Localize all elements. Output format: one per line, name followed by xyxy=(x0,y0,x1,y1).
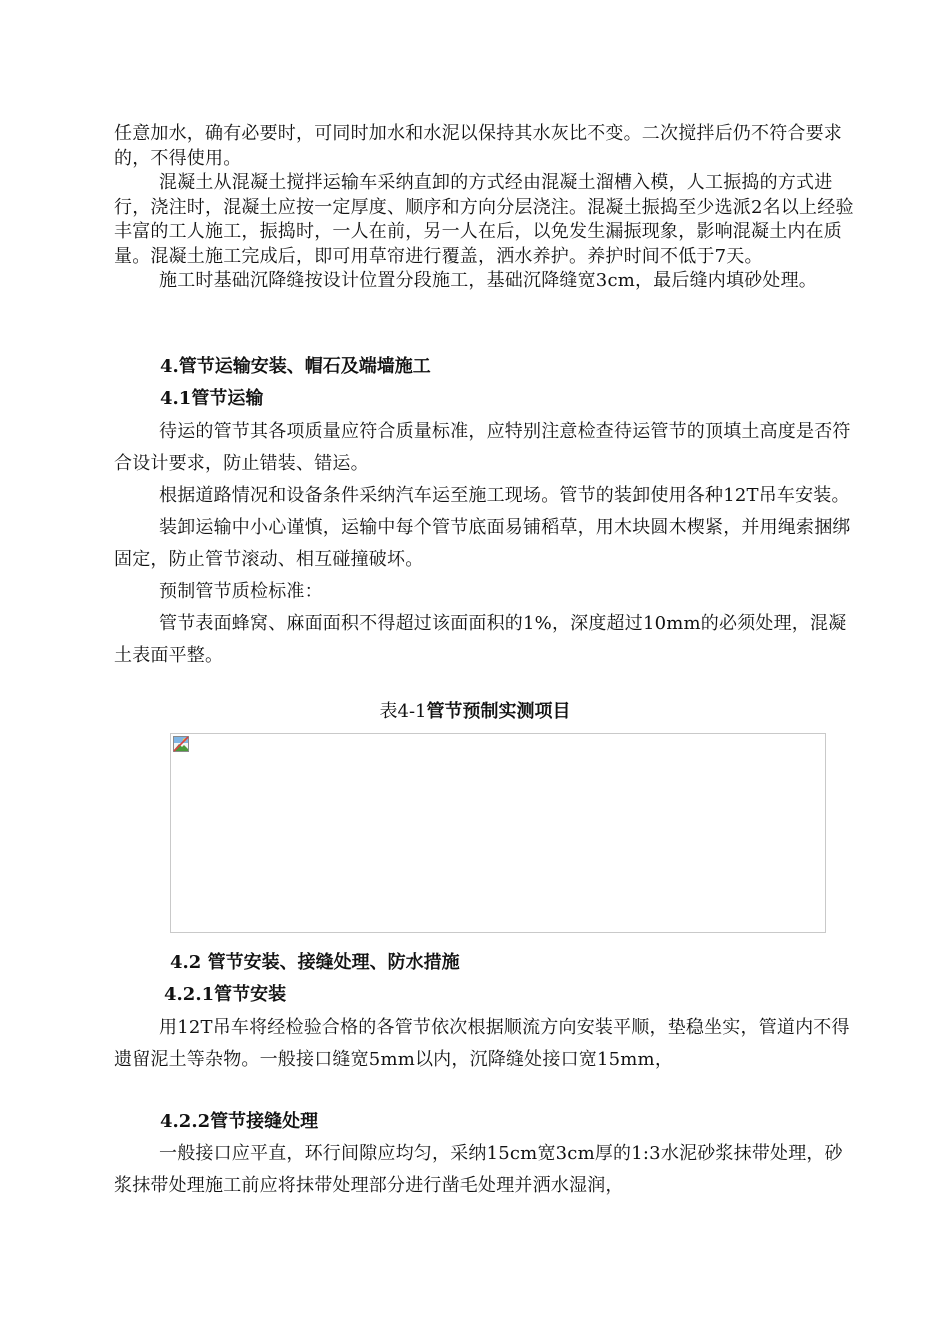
heading-section-4-2-2: 4.2.2管节接缝处理 xyxy=(160,1111,319,1132)
paragraph-handling: 装卸运输中小心谨慎，运输中每个管节底面易铺稻草，用木块圆木楔紧，并用绳索捆绑固定，防止管节滚动、相互碰撞破坏。 xyxy=(114,517,851,570)
table-caption-number: 表4-1 xyxy=(379,701,427,722)
table-caption xyxy=(0,700,950,724)
paragraph-quality-check: 待运的管节其各项质量应符合质量标准，应特别注意检查待运管节的顶填土高度是否符合设计要求，防止错装、错运。 xyxy=(114,421,851,474)
paragraph-standard-title: 预制管节质检标准： xyxy=(159,581,323,602)
heading-section-4-2-1: 4.2.1管节安装 xyxy=(164,984,287,1005)
paragraph-joint-treatment: 一般接口应平直，环行间隙应均匀，采纳15cm宽3cm厚的1:3水泥砂浆抹带处理，砂浆抹带处理施工前应将抹带处理部分进行凿毛处理并洒水湿润， xyxy=(114,1143,843,1196)
table-caption-title: 管节预制实测项目 xyxy=(426,701,571,722)
section-4-1-body xyxy=(114,416,860,672)
section-4-2-1-body xyxy=(114,1012,860,1076)
paragraph-pipe-installation: 用12T吊车将经检验合格的各管节依次根据顺流方向安装平顺，垫稳坐实，管道内不得遗留泥土等杂物。一般接口缝宽5mm以内，沉降缝处接口宽15mm， xyxy=(114,1017,850,1070)
paragraph-surface-standard: 管节表面蜂窝、麻面面积不得超过该面面积的1%，深度超过10mm的必须处理，混凝土表面平整。 xyxy=(114,613,847,666)
paragraph-settlement-joint: 施工时基础沉降缝按设计位置分段施工，基础沉降缝宽3cm，最后缝内填砂处理。 xyxy=(159,270,817,291)
table-image-placeholder xyxy=(170,733,826,933)
heading-section-4-2: 4.2 管节安装、接缝处理、防水措施 xyxy=(170,952,460,973)
broken-image-icon xyxy=(173,736,189,752)
intro-section xyxy=(114,122,860,294)
section-4-2-2-body xyxy=(114,1138,860,1202)
heading-section-4-1: 4.1管节运输 xyxy=(160,388,264,409)
heading-section-4: 4.管节运输安装、帽石及端墙施工 xyxy=(160,356,431,377)
paragraph-mixing: 任意加水，确有必要时，可同时加水和水泥以保持其水灰比不变。二次搅拌后仍不符合要求的，不得使用。 xyxy=(114,123,842,169)
paragraph-transport: 根据道路情况和设备条件采纳汽车运至施工现场。管节的装卸使用各种12T吊车安装。 xyxy=(159,485,850,506)
paragraph-pouring: 混凝土从混凝土搅拌运输车采纳直卸的方式经由混凝土溜槽入模，人工振捣的方式进行，浇注时，混凝土应按一定厚度、顺序和方向分层浇注。混凝土振捣至少选派2名以上经验丰富的工人施工，振捣时，一人在前，另一人在后，以免发生漏振现象，影响混凝土内在质量。混凝土施工完成后，即可用草帘进行覆盖，洒水养护。养护时间不低于7天。 xyxy=(114,172,854,267)
